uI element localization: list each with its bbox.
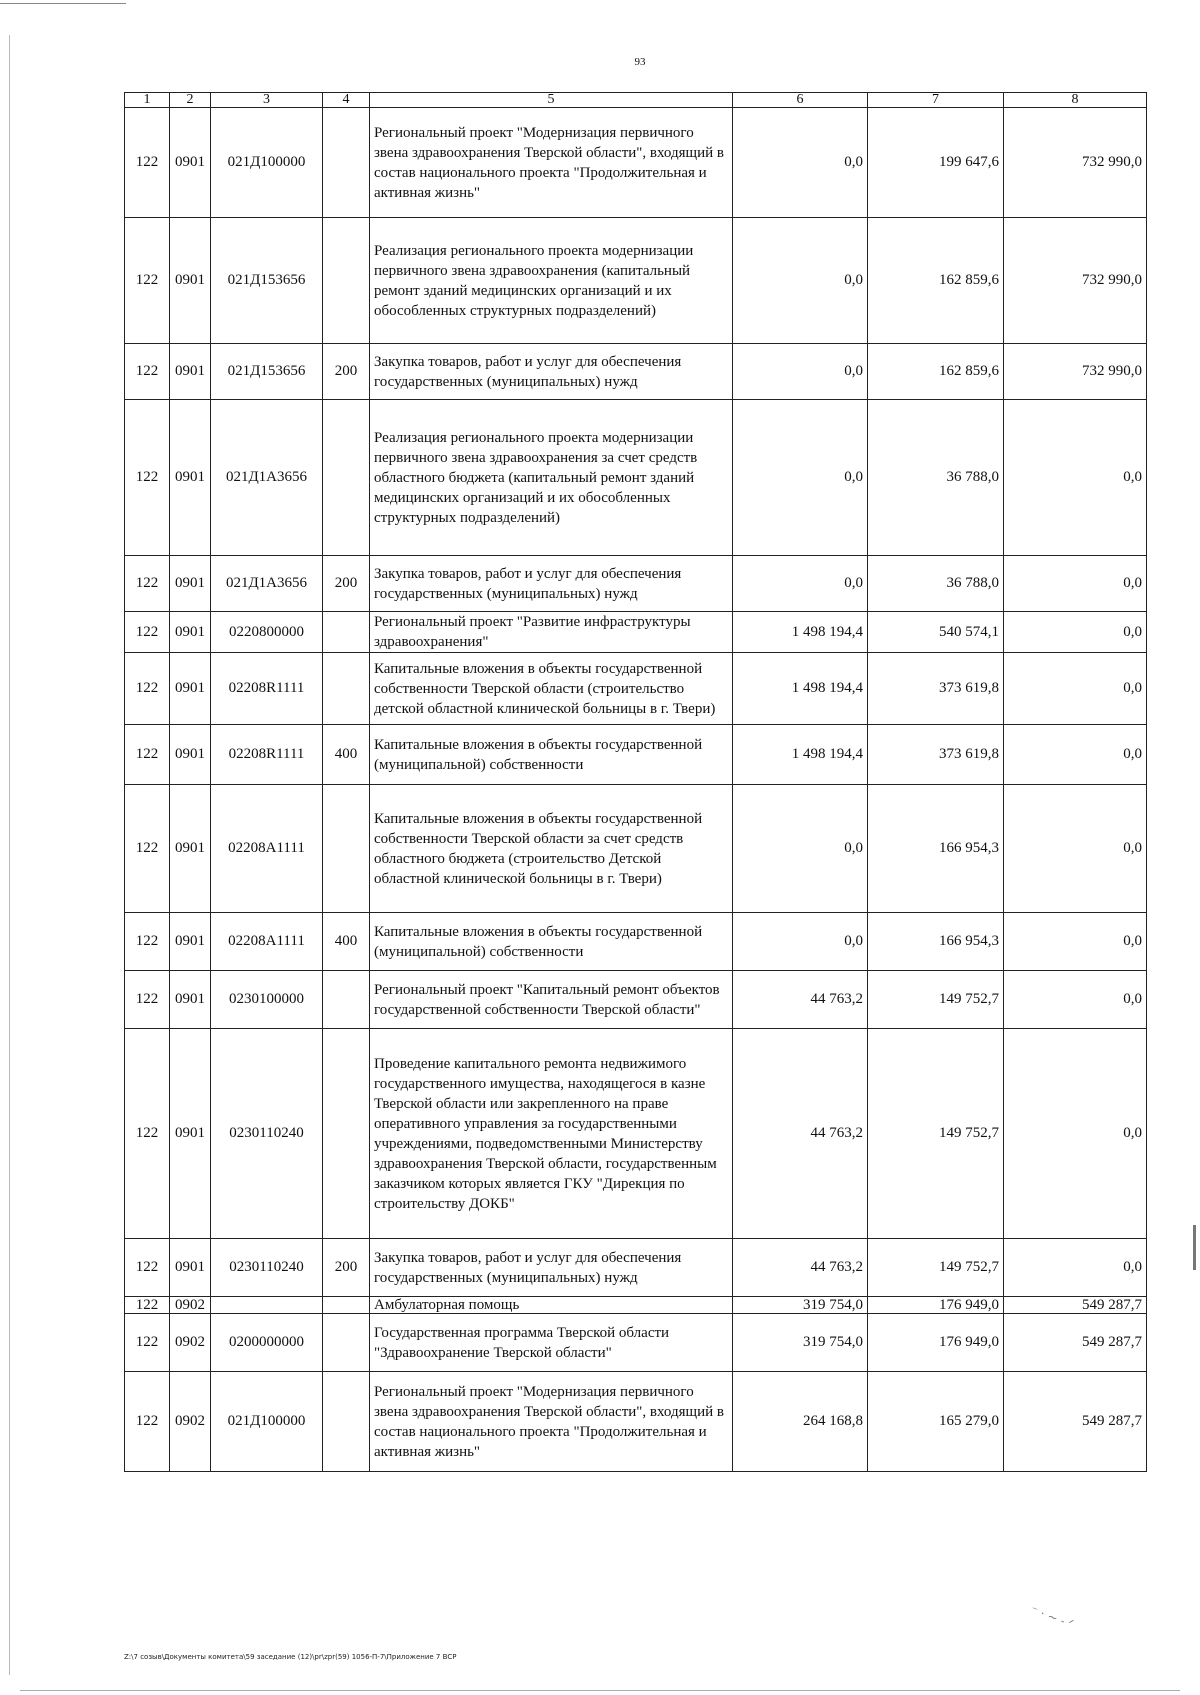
row-code-2: 0901 — [170, 556, 211, 612]
row-code-1: 122 — [125, 1314, 170, 1372]
row-description: Капитальные вложения в объекты государственной собственности Тверской области за счет средств областного бюджета (строительство Детской областной клинической больницы в г. Твери) — [370, 785, 733, 913]
row-value-7: 162 859,6 — [868, 218, 1004, 344]
row-description: Закупка товаров, работ и услуг для обеспечения государственных (муниципальных) нужд — [370, 1239, 733, 1297]
row-code-4: 200 — [323, 1239, 370, 1297]
column-header: 4 — [323, 93, 370, 108]
row-code-3: 02208R1111 — [211, 725, 323, 785]
row-value-7: 165 279,0 — [868, 1372, 1004, 1472]
row-value-7: 199 647,6 — [868, 108, 1004, 218]
row-value-7: 166 954,3 — [868, 785, 1004, 913]
row-value-7: 36 788,0 — [868, 556, 1004, 612]
column-header: 5 — [370, 93, 733, 108]
row-code-2: 0901 — [170, 725, 211, 785]
row-description: Капитальные вложения в объекты государственной (муниципальной) собственности — [370, 725, 733, 785]
footer-file-path: Z:\7 созыв\Документы комитета\59 заседание (12)\pr\zpr(59) 1056-П-7\Приложение 7 ВСР — [124, 1653, 457, 1661]
row-code-2: 0901 — [170, 971, 211, 1029]
row-code-2: 0901 — [170, 400, 211, 556]
row-code-1: 122 — [125, 218, 170, 344]
row-code-3 — [211, 1297, 323, 1314]
row-value-7: 540 574,1 — [868, 612, 1004, 653]
row-value-7: 162 859,6 — [868, 344, 1004, 400]
row-code-1: 122 — [125, 913, 170, 971]
table-row — [125, 108, 1147, 218]
row-code-1: 122 — [125, 1029, 170, 1239]
row-value-6: 1 498 194,4 — [733, 612, 868, 653]
column-header: 1 — [125, 93, 170, 108]
row-code-2: 0901 — [170, 913, 211, 971]
table-row — [125, 1372, 1147, 1472]
table-row — [125, 1314, 1147, 1372]
row-code-1: 122 — [125, 1239, 170, 1297]
row-code-4: 200 — [323, 344, 370, 400]
row-code-1: 122 — [125, 1297, 170, 1314]
row-value-6: 0,0 — [733, 400, 868, 556]
row-value-8: 0,0 — [1004, 1029, 1147, 1239]
row-code-3: 021Д153656 — [211, 218, 323, 344]
row-description: Региональный проект "Модернизация первичного звена здравоохранения Тверской области", входящий в состав национального проекта "Продолжительная и активная жизнь" — [370, 108, 733, 218]
row-code-3: 021Д100000 — [211, 1372, 323, 1472]
row-code-3: 02208А1111 — [211, 913, 323, 971]
row-description: Реализация регионального проекта модернизации первичного звена здравоохранения (капитальный ремонт зданий медицинских организаций и их обособленных структурных подразделений) — [370, 218, 733, 344]
row-description: Региональный проект "Модернизация первичного звена здравоохранения Тверской области", входящий в состав национального проекта "Продолжительная и активная жизнь" — [370, 1372, 733, 1472]
row-code-1: 122 — [125, 612, 170, 653]
row-code-2: 0901 — [170, 1029, 211, 1239]
row-value-8: 0,0 — [1004, 725, 1147, 785]
row-code-3: 0220800000 — [211, 612, 323, 653]
row-code-4 — [323, 1314, 370, 1372]
row-value-8: 0,0 — [1004, 653, 1147, 725]
row-code-4: 400 — [323, 913, 370, 971]
row-value-6: 0,0 — [733, 913, 868, 971]
row-value-8: 549 287,7 — [1004, 1297, 1147, 1314]
row-value-8: 549 287,7 — [1004, 1314, 1147, 1372]
table-row — [125, 971, 1147, 1029]
row-code-1: 122 — [125, 1372, 170, 1472]
row-code-3: 0230110240 — [211, 1239, 323, 1297]
row-code-1: 122 — [125, 653, 170, 725]
row-description: Амбулаторная помощь — [370, 1297, 733, 1314]
row-code-1: 122 — [125, 400, 170, 556]
row-value-8: 0,0 — [1004, 785, 1147, 913]
row-value-7: 149 752,7 — [868, 971, 1004, 1029]
row-code-3: 0230110240 — [211, 1029, 323, 1239]
row-value-8: 0,0 — [1004, 913, 1147, 971]
row-code-4 — [323, 108, 370, 218]
row-value-7: 176 949,0 — [868, 1297, 1004, 1314]
row-value-8: 732 990,0 — [1004, 218, 1147, 344]
row-value-6: 0,0 — [733, 218, 868, 344]
table-body — [125, 108, 1147, 1472]
table-row — [125, 556, 1147, 612]
column-header: 6 — [733, 93, 868, 108]
scan-edge-left — [9, 35, 10, 1675]
table-row — [125, 344, 1147, 400]
row-code-2: 0901 — [170, 344, 211, 400]
row-description: Закупка товаров, работ и услуг для обеспечения государственных (муниципальных) нужд — [370, 344, 733, 400]
row-value-6: 44 763,2 — [733, 1239, 868, 1297]
row-value-6: 0,0 — [733, 344, 868, 400]
row-code-3: 021Д100000 — [211, 108, 323, 218]
row-code-4 — [323, 653, 370, 725]
row-code-3: 0200000000 — [211, 1314, 323, 1372]
row-code-4 — [323, 1029, 370, 1239]
row-value-6: 319 754,0 — [733, 1314, 868, 1372]
row-code-3: 021Д1А3656 — [211, 400, 323, 556]
table-row — [125, 1239, 1147, 1297]
row-code-2: 0901 — [170, 108, 211, 218]
page-number: 93 — [634, 56, 646, 68]
table-row — [125, 725, 1147, 785]
table-row — [125, 400, 1147, 556]
row-description: Региональный проект "Капитальный ремонт объектов государственной собственности Тверской области" — [370, 971, 733, 1029]
table-row — [125, 785, 1147, 913]
row-value-7: 373 619,8 — [868, 725, 1004, 785]
row-value-8: 0,0 — [1004, 971, 1147, 1029]
table-row — [125, 1029, 1147, 1239]
row-value-7: 149 752,7 — [868, 1029, 1004, 1239]
row-code-4 — [323, 218, 370, 344]
row-value-6: 44 763,2 — [733, 971, 868, 1029]
table-row — [125, 653, 1147, 725]
table-row — [125, 1297, 1147, 1314]
row-code-1: 122 — [125, 725, 170, 785]
row-value-6: 0,0 — [733, 785, 868, 913]
row-value-8: 0,0 — [1004, 400, 1147, 556]
row-description: Реализация регионального проекта модернизации первичного звена здравоохранения за счет средств областного бюджета (капитальный ремонт зданий медицинских организаций и их обособленных структурных подразделений) — [370, 400, 733, 556]
row-value-7: 176 949,0 — [868, 1314, 1004, 1372]
row-code-3: 02208А1111 — [211, 785, 323, 913]
row-code-4: 400 — [323, 725, 370, 785]
row-code-1: 122 — [125, 108, 170, 218]
table-row — [125, 612, 1147, 653]
row-code-4 — [323, 785, 370, 913]
row-code-2: 0902 — [170, 1297, 211, 1314]
row-code-2: 0902 — [170, 1314, 211, 1372]
row-code-3: 0230100000 — [211, 971, 323, 1029]
row-code-3: 021Д153656 — [211, 344, 323, 400]
row-description: Проведение капитального ремонта недвижимого государственного имущества, находящегося в казне Тверской области или закрепленного на праве оперативного управления за государственными учреждениями, подведомственными Министерству здравоохранения Тверской области, государственным заказчиком которых является ГКУ "Дирекция по строительству ДОКБ" — [370, 1029, 733, 1239]
row-code-2: 0901 — [170, 785, 211, 913]
row-value-8: 549 287,7 — [1004, 1372, 1147, 1472]
row-code-4 — [323, 971, 370, 1029]
budget-table — [124, 92, 1147, 1472]
row-value-7: 36 788,0 — [868, 400, 1004, 556]
row-code-2: 0901 — [170, 612, 211, 653]
row-value-7: 149 752,7 — [868, 1239, 1004, 1297]
row-value-8: 0,0 — [1004, 612, 1147, 653]
row-value-6: 1 498 194,4 — [733, 725, 868, 785]
column-header: 8 — [1004, 93, 1147, 108]
scan-edge-bottom — [20, 1690, 1180, 1691]
row-code-4 — [323, 1297, 370, 1314]
row-code-4 — [323, 400, 370, 556]
column-header: 7 — [868, 93, 1004, 108]
row-value-6: 264 168,8 — [733, 1372, 868, 1472]
row-value-7: 166 954,3 — [868, 913, 1004, 971]
row-code-4: 200 — [323, 556, 370, 612]
row-value-6: 44 763,2 — [733, 1029, 868, 1239]
row-code-2: 0901 — [170, 1239, 211, 1297]
row-description: Региональный проект "Развитие инфраструктуры здравоохранения" — [370, 612, 733, 653]
scan-smudge: ⁻ · ~ ˗ ᐟ — [1028, 1602, 1076, 1632]
row-description: Капитальные вложения в объекты государственной (муниципальной) собственности — [370, 913, 733, 971]
column-header: 3 — [211, 93, 323, 108]
row-code-2: 0902 — [170, 1372, 211, 1472]
row-code-4 — [323, 612, 370, 653]
row-description: Закупка товаров, работ и услуг для обеспечения государственных (муниципальных) нужд — [370, 556, 733, 612]
table-row — [125, 218, 1147, 344]
column-header: 2 — [170, 93, 211, 108]
scan-edge-top-left — [0, 3, 126, 4]
row-value-6: 0,0 — [733, 556, 868, 612]
column-number-row — [125, 93, 1147, 108]
row-code-3: 02208R1111 — [211, 653, 323, 725]
row-code-4 — [323, 1372, 370, 1472]
row-code-2: 0901 — [170, 218, 211, 344]
row-description: Государственная программа Тверской области "Здравоохранение Тверской области" — [370, 1314, 733, 1372]
row-code-1: 122 — [125, 556, 170, 612]
row-value-8: 0,0 — [1004, 1239, 1147, 1297]
row-code-1: 122 — [125, 785, 170, 913]
table-row — [125, 913, 1147, 971]
row-value-8: 732 990,0 — [1004, 108, 1147, 218]
row-value-8: 0,0 — [1004, 556, 1147, 612]
row-value-8: 732 990,0 — [1004, 344, 1147, 400]
row-value-6: 319 754,0 — [733, 1297, 868, 1314]
row-value-6: 0,0 — [733, 108, 868, 218]
row-value-7: 373 619,8 — [868, 653, 1004, 725]
row-value-6: 1 498 194,4 — [733, 653, 868, 725]
row-description: Капитальные вложения в объекты государственной собственности Тверской области (строительство детской областной клинической больницы в г. Твери) — [370, 653, 733, 725]
row-code-1: 122 — [125, 344, 170, 400]
row-code-1: 122 — [125, 971, 170, 1029]
scan-edge-right — [1193, 1225, 1196, 1270]
row-code-2: 0901 — [170, 653, 211, 725]
row-code-3: 021Д1А3656 — [211, 556, 323, 612]
